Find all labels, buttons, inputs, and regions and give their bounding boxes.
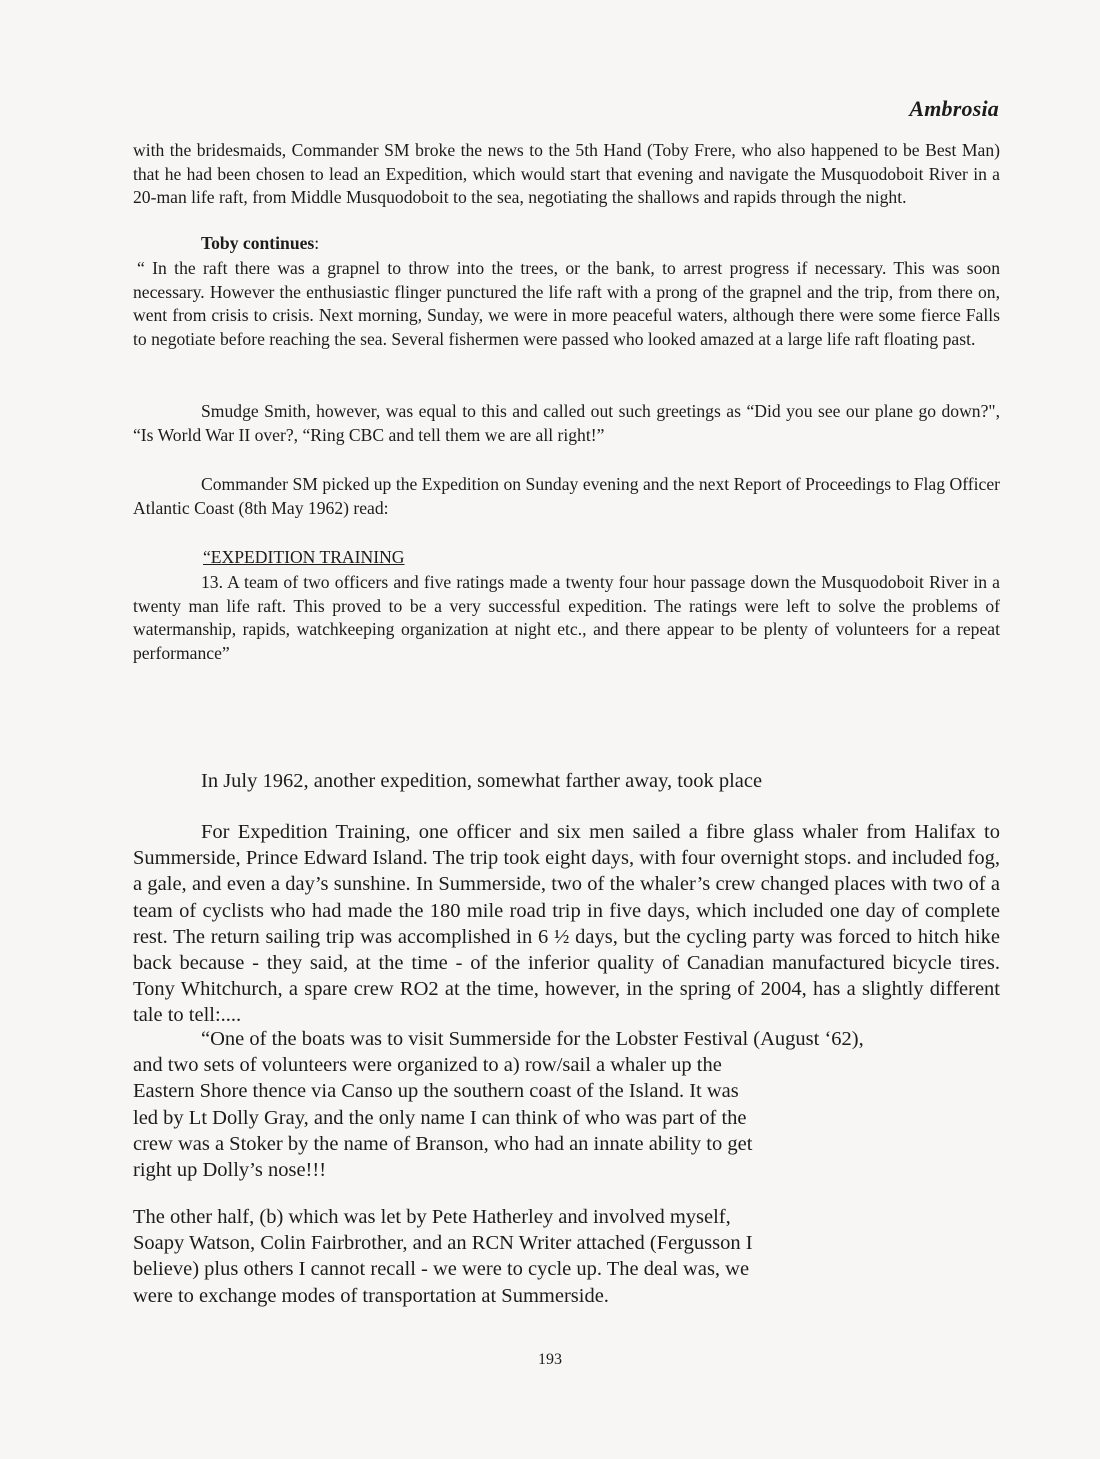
quote-line: and two sets of volunteers were organized to a) row/sail a whaler up the bbox=[133, 1054, 722, 1077]
quote-line: crew was a Stoker by the name of Branson, who had an innate ability to get bbox=[133, 1132, 753, 1155]
page-number: 193 bbox=[538, 1351, 562, 1368]
paragraph-whaler-trip: For Expedition Training, one officer and six men sailed a fibre glass whaler from Halifax to Summerside, Prince Edward Island. The trip took eight days, with four overnight stops. and included fog, a gale, and even a day’s sunshine. In Summerside, two of the whaler’s crew changed places with two of a team of cyclists who had made the 180 mile road trip in five days, which included one day of complete rest. The return sailing trip was accomplished in 6 ½ days, but the cycling party was forced to hitch hike back because - they said, at the time - of the inferior quality of Canadian manufactured bicycle tires. Tony Whitchurch, a spare crew RO2 at the time, however, in the spring of 2004, has a slightly different tale to tell:.... bbox=[133, 821, 1000, 1027]
quote-line: were to exchange modes of transportation at Summerside. bbox=[133, 1284, 609, 1307]
toby-heading-text: Toby continues bbox=[201, 233, 315, 253]
paragraph-other-half bbox=[133, 1204, 1000, 1309]
quote-line: Eastern Shore thence via Canso up the southern coast of the Island. It was bbox=[133, 1080, 739, 1103]
toby-heading-colon: : bbox=[314, 233, 320, 253]
paragraph-july-1962: In July 1962, another expedition, somewhat farther away, took place bbox=[201, 770, 763, 792]
quote-line: Soapy Watson, Colin Fairbrother, and an RCN Writer attached (Fergusson I bbox=[133, 1232, 753, 1255]
quote-line: led by Lt Dolly Gray, and the only name I can think of who was part of the bbox=[133, 1106, 747, 1129]
toby-continues-heading bbox=[133, 232, 1000, 256]
report-heading-text: “EXPEDITION TRAINING bbox=[203, 547, 405, 567]
report-heading bbox=[133, 546, 1000, 570]
paragraph-tony-quote bbox=[133, 1026, 1000, 1183]
paragraph-report-of-proceedings: Commander SM picked up the Expedition on Sunday evening and the next Report of Proceedings to Flag Officer Atlantic Coast (8th May 1962) read: bbox=[133, 474, 1000, 518]
paragraph-smudge-smith: Smudge Smith, however, was equal to this and called out such greetings as “Did you see our plane go down?", “Is World War II over?, “Ring CBC and tell them we are all right!” bbox=[133, 401, 1000, 445]
paragraph-expedition-report: 13. A team of two officers and five ratings made a twenty four hour passage down the Musquodoboit River in a twenty man life raft. This proved to be a very successful expedition. The ratings were left to solve the problems of watermanship, rapids, watchkeeping organization at night etc., and there appear to be plenty of volunteers for a repeat performance” bbox=[133, 572, 1000, 663]
running-title: Ambrosia bbox=[909, 96, 999, 121]
quote-line: The other half, (b) which was let by Pete Hatherley and involved myself, bbox=[133, 1206, 731, 1228]
quote-line: believe) plus others I cannot recall - we were to cycle up. The deal was, we bbox=[133, 1258, 750, 1281]
quote-line: right up Dolly’s nose!!! bbox=[133, 1159, 327, 1182]
paragraph-raft-story: “ In the raft there was a grapnel to throw into the trees, or the bank, to arrest progress if necessary. This was soon necessary. However the enthusiastic flinger punctured the life raft with a prong of the grapnel and the trip, from there on, went from crisis to crisis. Next morning, Sunday, we were in more peaceful waters, although there were some fierce Falls to negotiate before reaching the sea. Several fishermen were passed who looked amazed at a large life raft floating past. bbox=[133, 258, 1000, 349]
quote-line: “One of the boats was to visit Summerside for the Lobster Festival (August ‘62), bbox=[201, 1028, 864, 1050]
paragraph-bridesmaids: with the bridesmaids, Commander SM broke the news to the 5th Hand (Toby Frere, who also happened to be Best Man) that he had been chosen to lead an Expedition, which would start that evening and navigate the Musquodoboit River in a 20-man life raft, from Middle Musquodoboit to the sea, negotiating the shallows and rapids through the night. bbox=[133, 140, 1000, 207]
